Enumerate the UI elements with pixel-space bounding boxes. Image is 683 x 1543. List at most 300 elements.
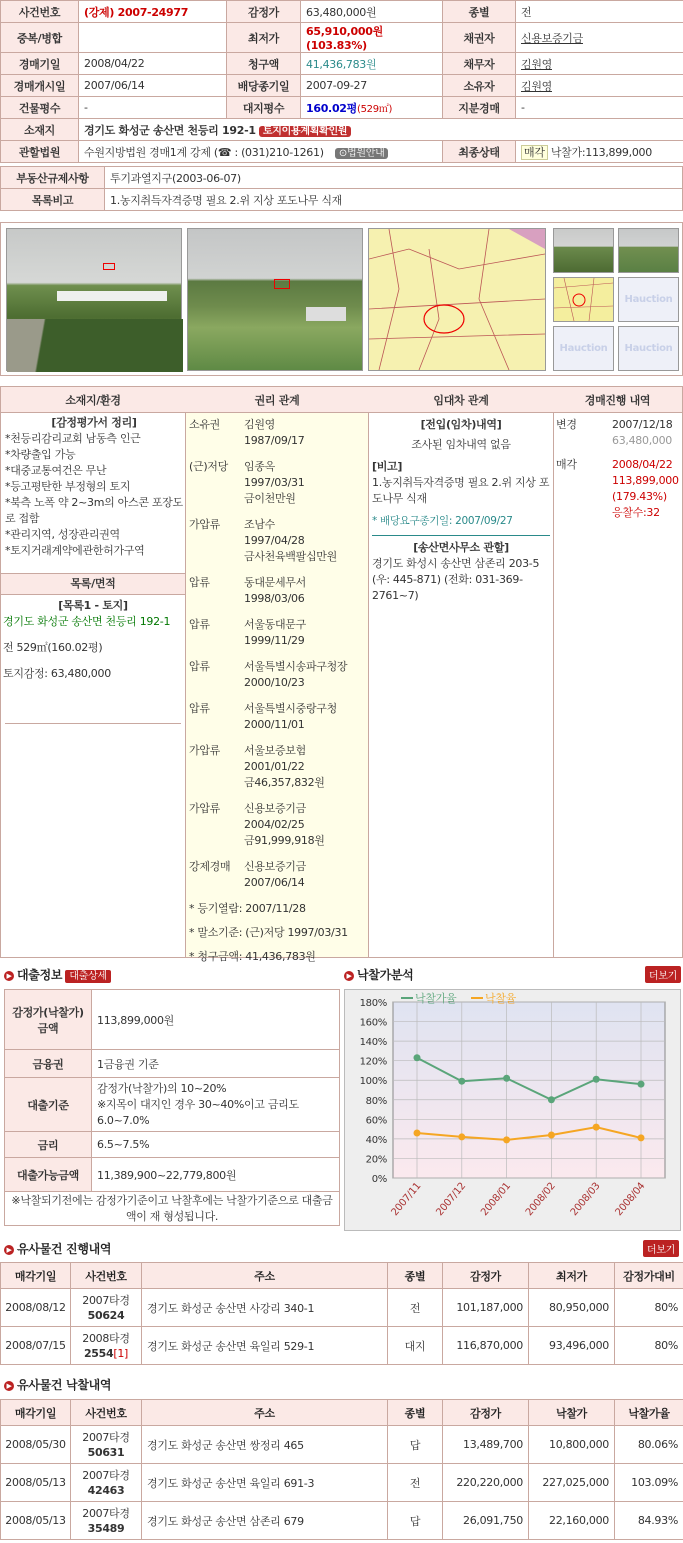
owner-label: 소유자 xyxy=(443,75,516,97)
rights-entry xyxy=(189,701,367,733)
loan-footnote: ※낙찰되기전에는 감정가기준이고 낙찰후에는 낙찰가기준으로 대출금액이 재 형성됩니다. xyxy=(5,1192,340,1226)
rights-holder: 조남수 xyxy=(244,518,275,531)
table-row[interactable] xyxy=(1,1289,683,1327)
table-row[interactable] xyxy=(1,1426,683,1464)
address-cell: 경기도 화성군 송산면 사강리 340-1 xyxy=(142,1289,388,1327)
y-tick-label: 140% xyxy=(359,1037,387,1049)
list-area-content xyxy=(3,598,183,682)
rights-detail xyxy=(244,801,367,849)
thumbnail-1[interactable] xyxy=(553,228,614,273)
col-header: 주소 xyxy=(142,1263,388,1289)
data-point xyxy=(548,1096,555,1103)
y-tick-label: 120% xyxy=(359,1056,387,1068)
loan-key: 금융권 xyxy=(5,1050,92,1078)
photo-gallery xyxy=(0,222,683,376)
rights-amount: 금이천만원 xyxy=(244,492,296,505)
land-area-label: 대지평수 xyxy=(227,97,301,119)
rights-note: * 청구금액: 41,436,783원 xyxy=(189,950,316,963)
y-tick-label: 160% xyxy=(359,1017,387,1029)
creditor-link[interactable]: 신용보증기금 xyxy=(516,23,683,53)
min-price-cell: 80,950,000 xyxy=(529,1289,615,1327)
table-row[interactable] xyxy=(1,1327,683,1365)
x-tick-label: 2008/02 xyxy=(523,1180,558,1219)
col-location-header: 소재지/환경 xyxy=(65,394,121,407)
appraisal-summary-title: [감정평가서 정리] xyxy=(51,416,137,429)
case-cell[interactable] xyxy=(71,1426,142,1464)
debtor-link[interactable]: 김원영 xyxy=(516,53,683,75)
x-tick-label: 2008/03 xyxy=(568,1180,603,1219)
rate-cell: 80.06% xyxy=(615,1426,683,1464)
loan-key: 대출가능금액 xyxy=(5,1158,92,1192)
list-note-value: 1.농지취득자격증명 필요 2.위 지상 포도나무 식재 xyxy=(105,189,683,211)
auction-date-label: 경매기일 xyxy=(1,53,79,75)
loan-detail-button[interactable]: 대출상세 xyxy=(65,970,110,983)
similar-progress-more-button[interactable]: 더보기 xyxy=(643,1240,679,1257)
data-point xyxy=(458,1133,465,1140)
rights-type: 강제경매 xyxy=(189,860,231,873)
rights-type: (근)저당 xyxy=(189,460,228,473)
col-header: 최저가 xyxy=(529,1263,615,1289)
rights-type: 소유권 xyxy=(189,418,220,431)
col-header: 사건번호 xyxy=(71,1263,142,1289)
loan-value: 113,899,000원 xyxy=(92,990,340,1050)
field-shape xyxy=(7,319,183,372)
list-area-size: 전 529㎡(160.02평) xyxy=(3,641,103,654)
map-lines xyxy=(369,229,545,370)
col-header: 낙찰가율 xyxy=(615,1400,683,1426)
rights-detail xyxy=(244,575,367,607)
appraisal-cell: 13,489,700 xyxy=(443,1426,529,1464)
list-note-label: 목록비고 xyxy=(1,189,105,211)
rights-entry xyxy=(189,859,367,891)
loan-value: 1금융권 기준 xyxy=(92,1050,340,1078)
table-header-row xyxy=(1,1263,683,1289)
col-rights-header: 권리 관계 xyxy=(254,394,300,407)
rights-holder: 서울보증보험 xyxy=(244,744,306,757)
duplicate-label: 중복/병합 xyxy=(1,23,79,53)
marker-box xyxy=(274,279,290,289)
appraisal-cell: 26,091,750 xyxy=(443,1502,529,1540)
appraisal-cell: 101,187,000 xyxy=(443,1289,529,1327)
col-header: 매각기일 xyxy=(1,1400,71,1426)
regulation-value: 투기과열지구(2003-06-07) xyxy=(105,167,683,189)
bullet-icon: ▶ xyxy=(4,971,14,981)
progress-bidders: 응찰수:32 xyxy=(612,506,660,519)
claim-label: 청구액 xyxy=(227,53,301,75)
rights-detail xyxy=(244,701,367,733)
loan-table xyxy=(4,989,340,1226)
kind-cell: 전 xyxy=(388,1289,443,1327)
bullet-icon: ▶ xyxy=(4,1245,14,1255)
claim-value: 41,436,783원 xyxy=(301,53,443,75)
case-number: 35489 xyxy=(87,1521,125,1535)
appraisal-item: *등고평탄한 부정형의 토지 xyxy=(5,480,131,493)
y-tick-label: 60% xyxy=(365,1115,387,1127)
case-number: 2554 xyxy=(83,1346,114,1360)
rights-detail xyxy=(244,517,367,565)
deadline-label: 배당종기일 xyxy=(227,75,301,97)
rights-holder: 김원영 xyxy=(244,418,275,431)
rights-type: 압류 xyxy=(189,618,210,631)
rights-date: 2004/02/25 xyxy=(244,818,305,831)
progress-list xyxy=(556,417,680,527)
rights-note: * 등기열람: 2007/11/28 xyxy=(189,902,306,915)
min-price-cell: 93,496,000 xyxy=(529,1327,615,1365)
rights-holder: 서울특별시중랑구청 xyxy=(244,702,337,715)
court-info-label: 법원안내 xyxy=(347,147,385,159)
progress-date: 2007/12/18 xyxy=(612,418,673,431)
similar-sold-section xyxy=(0,1376,683,1540)
thumbnail-2[interactable] xyxy=(618,228,679,273)
case-cell[interactable] xyxy=(71,1327,142,1365)
bullet-icon: ▶ xyxy=(344,971,354,981)
loan-title: 대출정보 xyxy=(17,968,63,982)
rights-detail xyxy=(244,417,367,449)
site-photo-2[interactable] xyxy=(187,228,363,371)
y-tick-label: 80% xyxy=(365,1095,387,1107)
sold-price-cell: 227,025,000 xyxy=(529,1464,615,1502)
divider xyxy=(5,723,181,724)
address-label: 소재지 xyxy=(1,119,79,141)
case-number: 50631 xyxy=(87,1445,125,1459)
progress-kind: 매각 xyxy=(556,458,577,471)
progress-value: 63,480,000 xyxy=(612,434,672,447)
y-tick-label: 40% xyxy=(365,1134,387,1146)
x-tick-label: 2008/04 xyxy=(613,1180,648,1219)
rights-amount: 금91,999,918원 xyxy=(244,834,325,847)
sold-price-cell: 22,160,000 xyxy=(529,1502,615,1540)
date-cell: 2008/07/15 xyxy=(1,1327,71,1365)
min-price-label: 최저가 xyxy=(227,23,301,53)
case-cell[interactable] xyxy=(71,1502,142,1540)
similar-progress-title-row xyxy=(0,1240,683,1260)
court-value: 수원지방법원 경매1계 강제 (☎ : (031)210-1261) xyxy=(84,145,324,159)
similar-progress-title: 유사물건 진행내역 xyxy=(17,1242,112,1256)
deadline-value: 2007-09-27 xyxy=(301,75,443,97)
appraisal-item: *토지거래계약에관한허가구역 xyxy=(5,544,145,557)
progress-kind: 변경 xyxy=(556,418,577,431)
table-header-row xyxy=(1,1400,683,1426)
col-progress-header: 경매진행 내역 xyxy=(584,394,651,407)
regulation-label: 부동산규제사항 xyxy=(1,167,105,189)
kind-cell: 답 xyxy=(388,1426,443,1464)
final-status-cell xyxy=(516,141,683,163)
chart-title: 낙찰가분석 xyxy=(357,968,414,982)
x-tick-label: 2007/11 xyxy=(389,1180,424,1219)
bullet-icon: ▶ xyxy=(4,1381,14,1391)
debtor-label: 채무자 xyxy=(443,53,516,75)
data-point xyxy=(548,1131,555,1138)
rights-note: * 말소기준: (근)저당 1997/03/31 xyxy=(189,926,348,939)
land-area-pyeong: 160.02평 xyxy=(306,101,357,115)
data-point xyxy=(638,1134,645,1141)
appraisal-item: *대중교통여건은 무난 xyxy=(5,464,107,477)
rights-amount: 금46,357,832원 xyxy=(244,776,325,789)
table-row[interactable] xyxy=(1,1502,683,1540)
office-title: [송산면사무소 관할] xyxy=(413,541,509,554)
chart-more-button[interactable]: 더보기 xyxy=(645,966,681,983)
rights-holder: 서울동대문구 xyxy=(244,618,306,631)
rights-date: 2000/10/23 xyxy=(244,676,305,689)
regulation-table xyxy=(0,166,683,211)
col-header: 감정가대비 xyxy=(615,1263,683,1289)
loan-value: 감정가(낙찰가)의 10~20% ※지목이 대지인 경우 30~40%이고 금리도 6.0~7.0% xyxy=(92,1078,340,1132)
data-point xyxy=(503,1136,510,1143)
lease-deadline: * 배당요구종기일: 2007/09/27 xyxy=(372,515,513,527)
rights-amount: 금사천육백팔십만원 xyxy=(244,550,337,563)
thumbnail-placeholder-1[interactable]: Hauction xyxy=(618,277,679,322)
lease-none: 조사된 임차내역 없음 xyxy=(411,438,511,451)
rights-holder: 신용보증기금 xyxy=(244,860,306,873)
lease-title: [전입(임차)내역] xyxy=(420,418,502,431)
creditor-label: 채권자 xyxy=(443,23,516,53)
lease-note-title: [비고] xyxy=(372,460,403,473)
start-date-value: 2007/06/14 xyxy=(79,75,227,97)
case-suffix: [1] xyxy=(113,1346,129,1360)
lease-info xyxy=(372,417,550,604)
type-value: 전 xyxy=(516,1,683,23)
share-auction-label: 지분경매 xyxy=(443,97,516,119)
case-prefix: 2007타경 xyxy=(82,1506,130,1520)
data-point xyxy=(503,1075,510,1082)
data-point xyxy=(414,1054,421,1061)
address-cell: 경기도 화성군 송산면 쌍정리 465 xyxy=(142,1426,388,1464)
rights-date: 1999/11/29 xyxy=(244,634,305,647)
appraisal-item: *북측 노폭 약 2~3m의 아스콘 포장도로 접함 xyxy=(5,496,183,525)
list-area-title: [목록1 - 토지] xyxy=(58,599,128,612)
divider xyxy=(372,535,550,536)
loan-key: 금리 xyxy=(5,1132,92,1158)
table-row[interactable] xyxy=(1,1464,683,1502)
rights-entry xyxy=(189,417,367,449)
similar-sold-table xyxy=(0,1399,683,1540)
cadastral-map[interactable] xyxy=(368,228,546,371)
data-point xyxy=(638,1081,645,1088)
col-header: 낙찰가 xyxy=(529,1400,615,1426)
date-cell: 2008/05/13 xyxy=(1,1464,71,1502)
date-cell: 2008/05/30 xyxy=(1,1426,71,1464)
similar-progress-section xyxy=(0,1240,683,1365)
rights-holder: 서울특별시송파구청장 xyxy=(244,660,348,673)
data-point xyxy=(593,1076,600,1083)
appraisal-item: *천등리감리교회 남동측 인근 xyxy=(5,432,141,445)
rights-entry xyxy=(189,517,367,565)
share-auction-value: - xyxy=(516,97,683,119)
date-cell: 2008/05/13 xyxy=(1,1502,71,1540)
rate-cell: 80% xyxy=(615,1327,683,1365)
case-summary-table xyxy=(0,0,683,159)
chart-frame xyxy=(344,989,681,1231)
court-info-button[interactable] xyxy=(335,148,389,159)
rights-date: 2007/06/14 xyxy=(244,876,305,889)
col-header: 종별 xyxy=(388,1400,443,1426)
similar-sold-title: 유사물건 낙찰내역 xyxy=(17,1378,112,1392)
rights-date: 2000/11/01 xyxy=(244,718,305,731)
rights-type: 압류 xyxy=(189,702,210,715)
rights-type: 가압류 xyxy=(189,802,220,815)
loan-value: 11,389,900~22,779,800원 xyxy=(92,1158,340,1192)
auction-date-value: 2008/04/22 xyxy=(79,53,227,75)
chart-title-row xyxy=(344,966,681,986)
rights-detail xyxy=(244,743,367,791)
col-header: 감정가 xyxy=(443,1263,529,1289)
appraisal-item: *관리지역, 성장관리권역 xyxy=(5,528,120,541)
land-use-plan-button[interactable]: 토지이용계획확인원 xyxy=(259,126,351,137)
office-text: 경기도 화성시 송산면 삼존리 203-5 (우: 445-871) (전화: 031-369-2761~7) xyxy=(372,557,540,602)
rights-detail xyxy=(244,617,367,649)
case-number-value: (강제) 2007-24977 xyxy=(79,1,227,23)
start-date-label: 경매개시일 xyxy=(1,75,79,97)
kind-cell: 답 xyxy=(388,1502,443,1540)
rights-entry xyxy=(189,743,367,791)
court-cell xyxy=(79,141,443,163)
lease-note: 1.농지취득자격증명 필요 2.위 지상 포도나무 식재 xyxy=(372,476,550,505)
rate-cell: 80% xyxy=(615,1289,683,1327)
legend-label: 낙찰가율 xyxy=(415,992,457,1005)
case-prefix: 2008타경 xyxy=(82,1331,130,1345)
progress-value: 113,899,000 xyxy=(612,474,679,487)
detail-panel xyxy=(0,386,683,963)
land-area-value xyxy=(301,97,443,119)
thumbnail-3[interactable] xyxy=(553,277,614,322)
appraisal-cell: 220,220,000 xyxy=(443,1464,529,1502)
loan-value: 6.5~7.5% xyxy=(92,1132,340,1158)
case-number-label: 사건번호 xyxy=(1,1,79,23)
progress-row-1 xyxy=(556,417,680,451)
legend-label: 낙찰율 xyxy=(485,992,516,1005)
rights-entry xyxy=(189,459,367,507)
appraisal-value: 63,480,000원 xyxy=(301,1,443,23)
rights-holder: 신용보증기금 xyxy=(244,802,306,815)
appraisal-cell: 116,870,000 xyxy=(443,1327,529,1365)
court-label: 관할법원 xyxy=(1,141,79,163)
case-number: 42463 xyxy=(87,1483,125,1497)
case-cell[interactable] xyxy=(71,1289,142,1327)
rate-cell: 84.93% xyxy=(615,1502,683,1540)
building-area-label: 건물평수 xyxy=(1,97,79,119)
rate-cell: 103.09% xyxy=(615,1464,683,1502)
chart-section xyxy=(344,966,681,1231)
type-label: 종별 xyxy=(443,1,516,23)
y-tick-label: 0% xyxy=(371,1174,387,1185)
col-header: 종별 xyxy=(388,1263,443,1289)
appraisal-label: 감정가 xyxy=(227,1,301,23)
rights-date: 1998/03/06 xyxy=(244,592,305,605)
address-value: 경기도 화성군 송산면 천등리 192-1 xyxy=(84,123,256,137)
land-area-sqm: (529㎡) xyxy=(356,103,393,115)
kind-cell: 전 xyxy=(388,1464,443,1502)
rights-type: 압류 xyxy=(189,576,210,589)
y-tick-label: 100% xyxy=(359,1076,387,1088)
loan-key: 대출기준 xyxy=(5,1078,92,1132)
similar-sold-title-row xyxy=(0,1376,683,1396)
address-cell: 경기도 화성군 송산면 육일리 691-3 xyxy=(142,1464,388,1502)
thumbnail-placeholder-2[interactable]: Hauction xyxy=(553,326,614,371)
rights-date: 2001/01/22 xyxy=(244,760,305,773)
col-header: 사건번호 xyxy=(71,1400,142,1426)
final-status-label: 최종상태 xyxy=(443,141,516,163)
rights-date: 1997/03/31 xyxy=(244,476,305,489)
data-point xyxy=(593,1124,600,1131)
rights-type: 가압류 xyxy=(189,744,220,757)
col-header: 주소 xyxy=(142,1400,388,1426)
rights-date: 1987/09/17 xyxy=(244,434,305,447)
duplicate-value xyxy=(79,23,227,53)
site-photo-1[interactable] xyxy=(6,228,182,371)
sold-price-cell: 10,800,000 xyxy=(529,1426,615,1464)
owner-link[interactable]: 김원영 xyxy=(516,75,683,97)
final-status-value: 낙찰가:113,899,000 xyxy=(550,145,652,159)
date-cell: 2008/08/12 xyxy=(1,1289,71,1327)
loan-key: 감정가(낙찰가)금액 xyxy=(5,990,92,1050)
building-area-value: - xyxy=(79,97,227,119)
y-tick-label: 20% xyxy=(365,1154,387,1166)
address-cell xyxy=(79,119,683,141)
rights-entry xyxy=(189,617,367,649)
rights-detail xyxy=(244,859,367,891)
appraisal-summary xyxy=(5,415,183,559)
rights-entry xyxy=(189,575,367,607)
progress-date: 2008/04/22 xyxy=(612,458,673,471)
kind-cell: 대지 xyxy=(388,1327,443,1365)
progress-row-2 xyxy=(556,457,680,527)
price-rate-chart xyxy=(345,990,680,1230)
address-cell: 경기도 화성군 송산면 육일리 529-1 xyxy=(142,1327,388,1365)
loan-title-row xyxy=(4,966,340,986)
appraisal-item: *차량출입 가능 xyxy=(5,448,76,461)
case-cell[interactable] xyxy=(71,1464,142,1502)
greenhouse-shape xyxy=(57,291,167,301)
case-prefix: 2007타경 xyxy=(82,1293,130,1307)
similar-progress-table xyxy=(0,1262,683,1365)
rights-type: 압류 xyxy=(189,660,210,673)
rights-detail xyxy=(244,459,367,507)
data-point xyxy=(414,1130,421,1137)
rights-entry xyxy=(189,659,367,691)
rights-list xyxy=(189,417,367,973)
case-number: 50624 xyxy=(87,1308,125,1322)
progress-ratio: (179.43%) xyxy=(612,490,667,503)
list-area-address: 경기도 화성군 송산면 천등리 192-1 xyxy=(3,615,171,628)
rights-date: 1997/04/28 xyxy=(244,534,305,547)
rights-entry xyxy=(189,801,367,849)
rights-detail xyxy=(244,659,367,691)
rights-holder: 동대문세무서 xyxy=(244,576,306,589)
thumbnail-placeholder-3[interactable]: Hauction xyxy=(618,326,679,371)
court-info-icon: ⊙ xyxy=(338,147,347,159)
y-tick-label: 180% xyxy=(359,998,387,1009)
x-tick-label: 2007/12 xyxy=(434,1180,469,1219)
rights-holder: 임종옥 xyxy=(244,460,275,473)
marker-box xyxy=(103,263,115,270)
list-area-appraisal: 토지감정: 63,480,000 xyxy=(3,667,111,680)
x-tick-label: 2008/01 xyxy=(479,1180,513,1219)
address-cell: 경기도 화성군 송산면 삼존리 679 xyxy=(142,1502,388,1540)
appraisal-summary-list xyxy=(5,431,183,559)
house-shape xyxy=(306,307,346,321)
data-point xyxy=(458,1078,465,1085)
case-prefix: 2007타경 xyxy=(82,1468,130,1482)
loan-section xyxy=(4,966,340,1226)
thumbnail-map-lines xyxy=(554,278,613,321)
min-price-value: 65,910,000원(103.83%) xyxy=(301,23,443,53)
col-lease-header: 임대차 관계 xyxy=(433,394,489,407)
case-prefix: 2007타경 xyxy=(82,1430,130,1444)
final-status-tag: 매각 xyxy=(521,145,548,160)
col-header: 매각기일 xyxy=(1,1263,71,1289)
col-header: 감정가 xyxy=(443,1400,529,1426)
list-area-header: 목록/면적 xyxy=(1,573,185,595)
